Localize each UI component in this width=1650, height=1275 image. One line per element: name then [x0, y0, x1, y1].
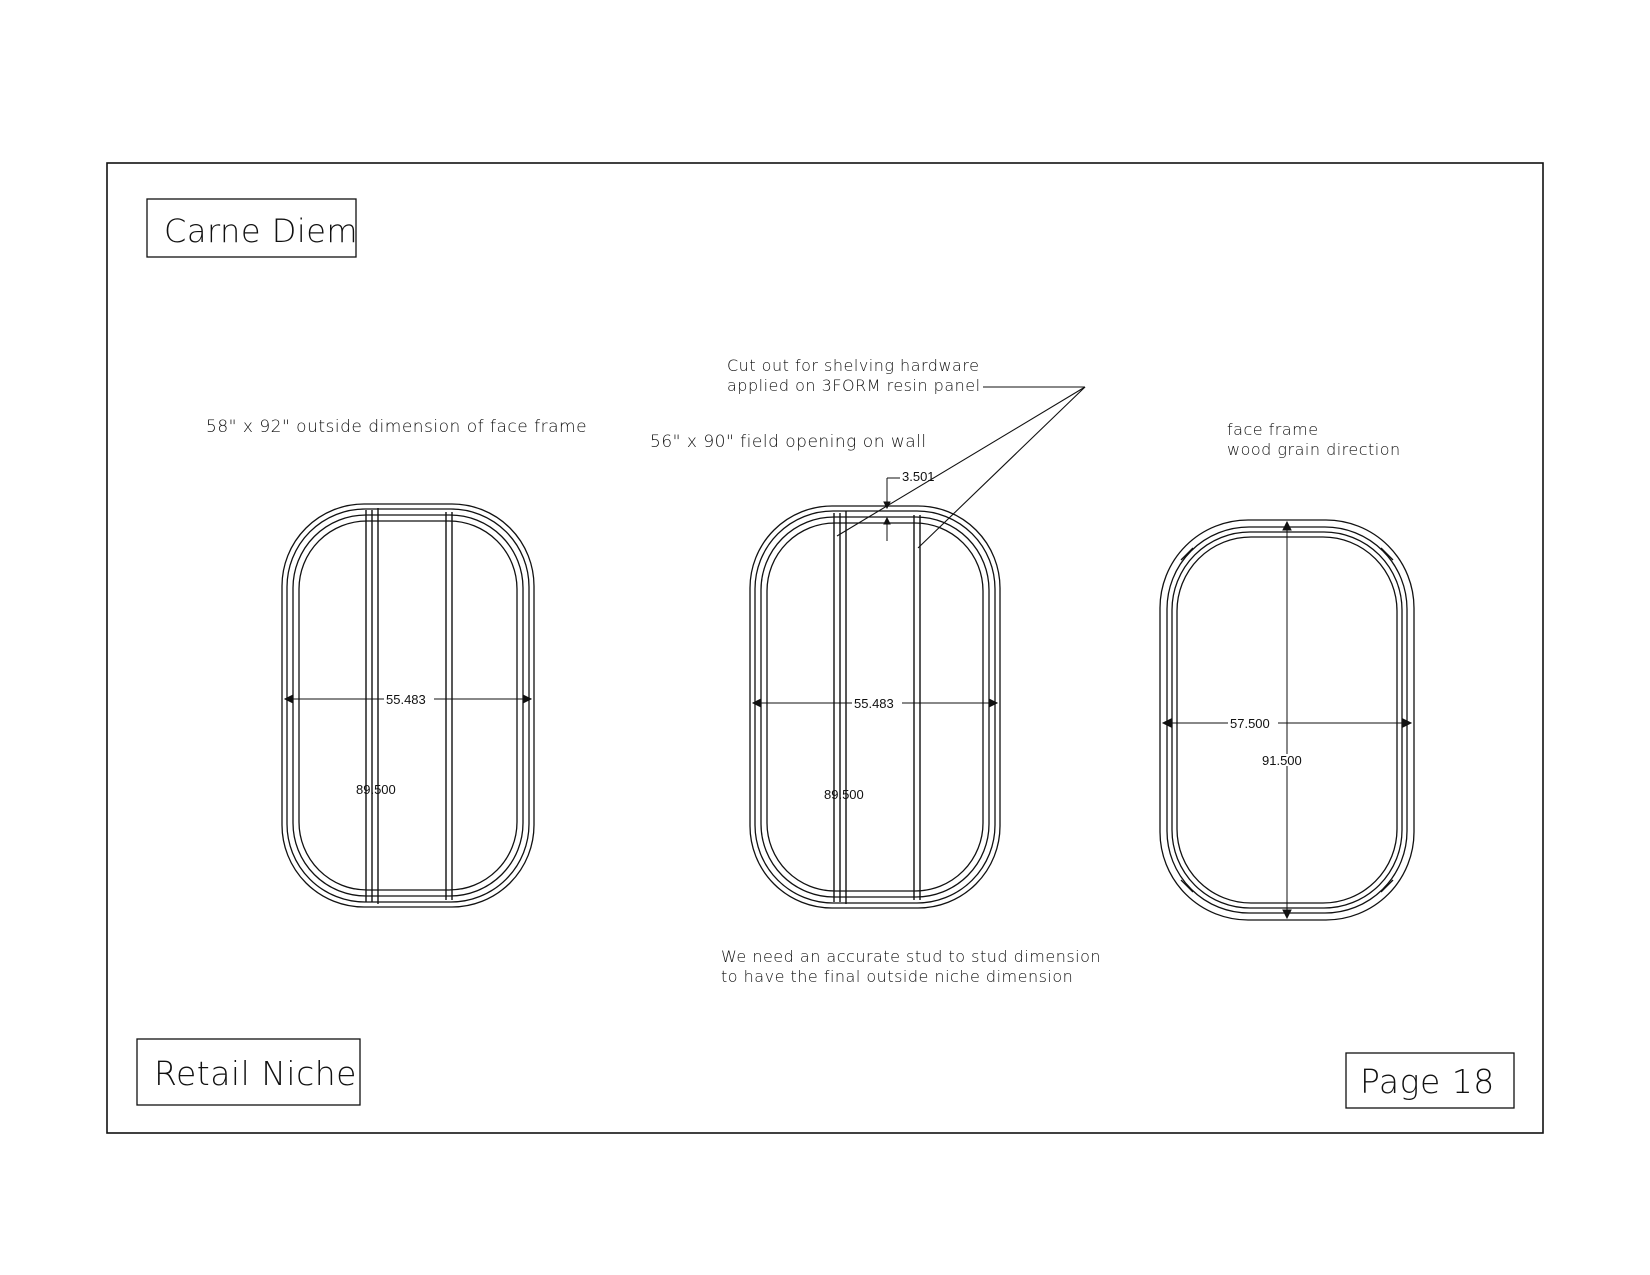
- center-width-label: 55.483: [854, 696, 894, 711]
- left-height-label: 89.500: [356, 782, 396, 797]
- stud-note-line1: We need an accurate stud to stud dimension: [721, 947, 1102, 966]
- project-title: Carne Diem: [164, 212, 359, 250]
- page-label: Page 18: [1360, 1062, 1495, 1101]
- right-height-dimension: [1283, 522, 1291, 918]
- face-frame-outside-note: 58" x 92" outside dimension of face frame: [206, 417, 588, 437]
- center-height-label: 89.500: [824, 787, 864, 802]
- left-width-label: 55.483: [386, 692, 426, 707]
- field-opening-note: 56" x 90" field opening on wall: [650, 432, 927, 452]
- right-width-label: 57.500: [1230, 716, 1270, 731]
- stud-note-line2: to have the final outside niche dimension: [721, 967, 1074, 986]
- cutout-note-line1: Cut out for shelving hardware: [727, 356, 980, 375]
- drawing-title: Retail Niche: [154, 1054, 357, 1093]
- cutout-note-line2: applied on 3FORM resin panel: [727, 376, 981, 395]
- grain-note-line1: face frame: [1227, 420, 1319, 439]
- center-cutout-dimension: [884, 478, 900, 541]
- right-height-label: 91.500: [1262, 753, 1302, 768]
- grain-note-line2: wood grain direction: [1227, 440, 1401, 459]
- center-cutout-label: 3.501: [902, 469, 935, 484]
- sheet-border: [107, 163, 1543, 1133]
